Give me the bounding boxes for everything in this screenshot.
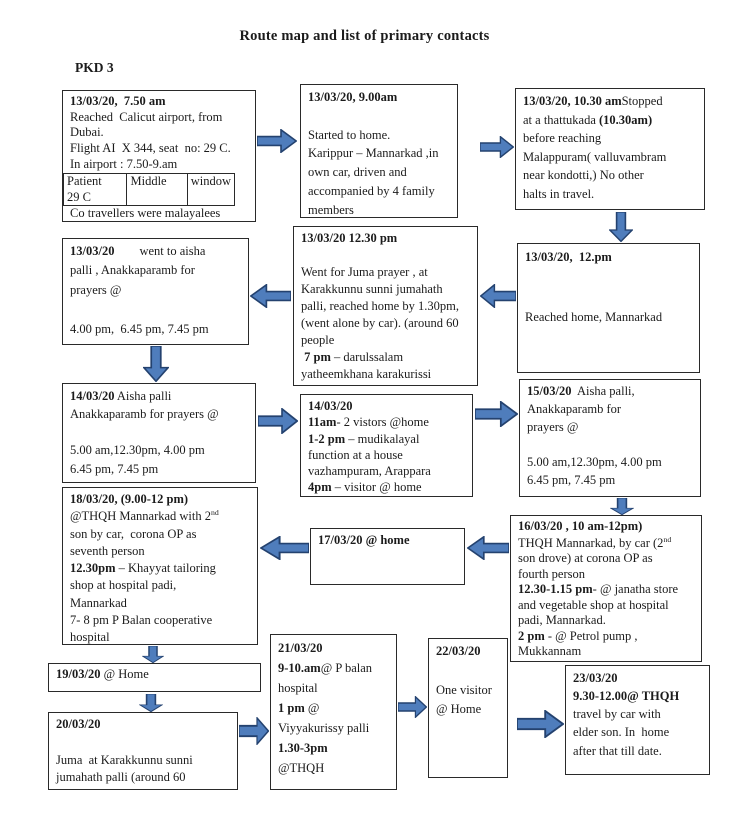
text-segment: 7 pm — [301, 350, 331, 364]
text-segment: Aisha palli — [114, 389, 172, 403]
text-line — [518, 613, 695, 629]
text-segment: Juma at Karakkunnu sunni — [56, 752, 193, 767]
patient-code-label: PKD 3 — [75, 60, 114, 75]
text-segment: son drove) at corona OP as — [518, 551, 653, 566]
text-line — [70, 125, 249, 141]
event-text — [278, 638, 390, 778]
event-footer-text: Co travellers were malayalees — [70, 206, 221, 221]
text-line — [518, 567, 695, 583]
text-segment: - @ janatha store — [592, 582, 679, 597]
text-segment: 6.45 pm, 7.45 pm — [527, 472, 616, 487]
text-line — [70, 577, 251, 594]
text-segment: 13/03/20 12.30 pm — [301, 231, 398, 245]
event-box-15mar-aisha-palli — [519, 379, 701, 497]
event-box-13mar-aisha-palli — [62, 238, 249, 345]
text-line — [56, 667, 254, 682]
text-line — [308, 398, 466, 414]
flow-arrow-right-16to17-icon — [517, 710, 564, 738]
text-line — [301, 349, 471, 366]
text-segment: near kondotti,) No other — [523, 168, 644, 182]
text-segment: 20/03/20 — [56, 717, 101, 731]
text-segment: hospital — [278, 681, 318, 695]
flow-arrow-left-12to11-icon — [467, 536, 509, 560]
event-text — [525, 247, 693, 327]
text-segment: son by car, corona OP as — [70, 526, 197, 541]
text-line — [301, 315, 471, 332]
table-row — [64, 174, 235, 206]
text-line — [301, 366, 471, 383]
text-line — [436, 700, 501, 719]
text-segment: 17/03/20 @ home — [318, 533, 410, 547]
flow-arrow-left-6to5-icon — [480, 284, 516, 308]
text-line — [70, 508, 251, 525]
flow-arrow-right-7to8-icon — [258, 408, 298, 434]
text-segment: before reaching — [523, 131, 602, 145]
text-line — [308, 144, 451, 163]
text-segment: padi, Mannarkad. — [518, 613, 606, 628]
text-segment: 15/03/20 — [527, 384, 572, 398]
text-line — [308, 463, 466, 479]
text-line — [301, 264, 471, 281]
flow-arrow-down-4to7-icon — [143, 346, 169, 382]
text-line — [70, 141, 249, 157]
text-segment: Karakkunnu sunni jumahath — [301, 282, 443, 296]
text-segment: after that till date. — [573, 743, 662, 758]
text-segment: 13/03/20 — [70, 244, 115, 258]
text-segment: Viyyakurissy palli — [278, 721, 370, 735]
text-segment: 21/03/20 — [278, 641, 323, 655]
event-text — [308, 88, 451, 219]
text-segment: nd — [663, 534, 672, 544]
text-line — [70, 242, 242, 261]
text-segment: travel by car with — [573, 707, 661, 722]
text-line — [573, 687, 703, 705]
event-box-13mar-started-home — [300, 84, 458, 218]
text-line — [70, 491, 251, 508]
text-line — [70, 300, 242, 319]
text-line — [525, 247, 693, 267]
text-line — [278, 638, 390, 658]
seat-cell-middle: Middle — [127, 174, 187, 206]
text-segment: 19/03/20 — [56, 667, 101, 681]
text-segment: shop at hospital padi, — [70, 578, 177, 593]
text-segment: - @ Petrol pump , — [544, 628, 638, 643]
text-line — [308, 431, 466, 447]
text-line — [525, 287, 693, 307]
text-line — [278, 698, 390, 718]
text-segment: fourth person — [518, 566, 585, 581]
text-segment: hospital — [70, 630, 110, 645]
event-text — [70, 94, 249, 172]
text-segment: One visitor — [436, 682, 492, 697]
event-text — [436, 642, 501, 720]
event-box-13mar-juma-prayer — [293, 226, 478, 386]
text-segment: at a thattukada — [523, 112, 600, 127]
text-segment: went to aisha — [114, 244, 206, 258]
event-text — [527, 383, 694, 490]
text-line — [278, 718, 390, 738]
text-segment: @ — [304, 701, 320, 715]
text-segment: people — [301, 333, 335, 347]
text-line — [525, 267, 693, 287]
text-line — [278, 658, 390, 678]
text-segment: and vegetable shop at hospital — [518, 597, 669, 612]
text-segment: prayers @ — [70, 282, 122, 297]
text-line — [518, 598, 695, 614]
text-line — [436, 681, 501, 700]
event-box-13mar-thattukada-stop — [515, 88, 705, 210]
text-line — [518, 644, 695, 660]
text-line — [56, 734, 231, 752]
flow-arrow-down-9to12-icon — [610, 498, 634, 515]
seat-cell-window: window — [187, 174, 234, 206]
event-box-19mar-home — [48, 663, 261, 692]
text-segment: nd — [211, 508, 219, 518]
cell-text: 29 C — [67, 189, 91, 204]
text-line — [525, 307, 693, 327]
text-line — [518, 629, 695, 645]
text-line — [70, 261, 242, 280]
text-line — [70, 423, 249, 441]
event-text — [308, 398, 466, 496]
text-segment: @THQH — [278, 761, 325, 775]
text-segment: palli , Anakkaparamb for — [70, 263, 195, 278]
flow-arrow-right-14to15-icon — [239, 717, 269, 745]
event-box-21mar-hospitals — [270, 634, 397, 790]
text-line — [301, 230, 471, 247]
text-segment: THQH Mannarkad, by car (2 — [518, 535, 664, 550]
text-line — [70, 460, 249, 478]
flow-arrow-down-10to13-icon — [142, 646, 164, 663]
text-segment: 13/03/20, 9.00am — [308, 90, 398, 104]
event-text — [70, 491, 251, 646]
text-segment: yatheemkhana karakurissi — [301, 367, 432, 381]
text-line — [278, 758, 390, 778]
text-segment: elder son. In home — [573, 725, 670, 740]
event-text — [301, 230, 471, 383]
text-segment: Karippur – Mannarkad ,in — [308, 146, 439, 161]
text-line — [70, 526, 251, 543]
text-line — [527, 472, 694, 490]
event-box-13mar-arrival — [62, 90, 256, 222]
text-line — [70, 110, 249, 126]
text-segment: halts in travel. — [523, 186, 595, 201]
event-box-18mar-thqh — [62, 487, 258, 645]
text-segment: - 2 vistors @home — [336, 415, 429, 430]
text-line — [573, 669, 703, 687]
text-line — [523, 166, 698, 185]
text-segment: 14/03/20 — [70, 389, 115, 403]
text-segment: members — [308, 202, 354, 217]
text-segment: jumahath palli (around 60 — [56, 770, 186, 785]
text-line — [527, 401, 694, 419]
text-segment: Malappuram( valluvambram — [523, 149, 667, 164]
flow-arrow-left-5to4-icon — [250, 284, 291, 308]
text-line — [278, 738, 390, 758]
text-segment: accompanied by 4 family — [308, 183, 435, 198]
flow-arrow-right-15to16-icon — [398, 696, 427, 718]
text-segment: – Khayyat tailoring — [115, 561, 216, 576]
text-segment: 11am — [308, 415, 337, 430]
text-segment: 22/03/20 — [436, 644, 481, 658]
text-segment: 4pm — [308, 480, 332, 495]
text-line — [278, 678, 390, 698]
text-line — [308, 88, 451, 107]
text-segment: 13/03/20, 7.50 am — [70, 94, 166, 108]
event-text — [70, 387, 249, 478]
text-segment: 4.00 pm, 6.45 pm, 7.45 pm — [70, 321, 209, 336]
text-segment: 12.30-1.15 pm — [518, 582, 593, 597]
event-text — [318, 532, 458, 548]
event-box-13mar-reached-home — [517, 243, 700, 373]
text-line — [70, 320, 242, 339]
text-line — [308, 447, 466, 463]
text-line — [301, 332, 471, 349]
text-segment: 13/03/20, 10.30 am — [523, 94, 622, 108]
text-segment: In airport : 7.50-9.am — [70, 156, 178, 171]
text-segment: Aisha palli, — [571, 384, 635, 398]
text-segment: Mukkannam — [518, 644, 582, 659]
flow-arrow-down-3to6-icon — [609, 212, 633, 242]
flow-arrow-left-11to10-icon — [260, 536, 309, 560]
text-line — [301, 281, 471, 298]
text-line — [523, 148, 698, 167]
flow-arrow-right-1to2-icon — [257, 129, 297, 153]
text-line — [518, 551, 695, 567]
event-text — [523, 92, 698, 203]
text-segment: Dubai. — [70, 125, 104, 140]
text-segment: @THQH Mannarkad with 2 — [70, 509, 211, 524]
text-line — [70, 612, 251, 629]
text-segment: Went for Juma prayer , at — [301, 265, 428, 279]
text-line — [308, 107, 451, 126]
event-box-23mar-thqh — [565, 665, 710, 775]
text-line — [56, 769, 231, 787]
text-segment: 12.30pm — [70, 561, 116, 576]
text-line — [318, 532, 458, 548]
text-segment: Started to home. — [308, 127, 391, 142]
page-title: Route map and list of primary contacts — [239, 28, 490, 44]
event-text — [573, 669, 703, 760]
text-line — [523, 185, 698, 204]
event-text — [56, 716, 231, 787]
text-segment: @ Home — [100, 667, 149, 681]
text-line — [308, 479, 466, 495]
text-line — [70, 94, 249, 110]
text-line — [523, 92, 698, 111]
text-line — [70, 595, 251, 612]
text-segment: 1-2 pm — [308, 431, 346, 446]
text-line — [70, 157, 249, 173]
text-segment: prayers @ — [527, 419, 579, 434]
text-line — [70, 387, 249, 405]
text-line — [308, 182, 451, 201]
text-segment: 14/03/20 — [308, 399, 353, 413]
text-segment: own car, driven and — [308, 165, 407, 179]
text-segment: 16/03/20 , 10 am-12pm) — [518, 519, 643, 533]
text-line — [70, 560, 251, 577]
text-line — [573, 742, 703, 760]
text-line — [527, 383, 694, 401]
event-box-22mar-visitor — [428, 638, 508, 778]
text-line — [527, 454, 694, 472]
text-segment: function at a house — [308, 447, 403, 462]
text-line — [70, 543, 251, 560]
text-segment: – darulssalam — [330, 350, 404, 364]
event-text — [70, 242, 242, 339]
text-segment: Flight AI X 344, seat no: 29 C. — [70, 140, 231, 155]
text-line — [518, 582, 695, 598]
event-box-16mar-thqh — [510, 515, 702, 662]
text-segment: 23/03/20 — [573, 671, 618, 685]
text-segment: Mannarkad — [70, 595, 127, 610]
text-segment: 5.00 am,12.30pm, 4.00 pm — [527, 455, 662, 469]
text-segment: 2 pm — [518, 628, 545, 643]
event-box-20mar-juma — [48, 712, 238, 790]
text-line — [436, 642, 501, 661]
text-segment: – mudikalayal — [345, 431, 420, 446]
text-line — [527, 436, 694, 454]
text-line — [573, 723, 703, 741]
text-segment: vazhampuram, Arappara — [308, 464, 431, 478]
text-line — [436, 661, 501, 680]
text-line — [308, 126, 451, 145]
text-segment: 7- 8 pm P Balan cooperative — [70, 612, 213, 627]
text-segment: 13/03/20, 12.pm — [525, 250, 612, 264]
text-line — [518, 535, 695, 552]
text-segment: Anakkaparamb for — [527, 401, 622, 416]
text-line — [301, 298, 471, 315]
text-line — [308, 163, 451, 182]
flow-arrow-right-2to3-icon — [480, 136, 514, 158]
event-text — [56, 667, 254, 682]
text-segment: 18/03/20, (9.00-12 pm) — [70, 492, 189, 506]
text-segment: 9.30-12.00@ THQH — [573, 689, 680, 704]
text-line — [527, 419, 694, 437]
text-line — [70, 405, 249, 423]
text-line — [523, 129, 698, 148]
seat-cell-patient — [64, 174, 127, 206]
text-line — [70, 441, 249, 459]
text-line — [518, 519, 695, 535]
text-segment: 6.45 pm, 7.45 pm — [70, 461, 159, 476]
text-segment: 5.00 am,12.30pm, 4.00 pm — [70, 443, 205, 458]
text-line — [70, 281, 242, 300]
text-line — [523, 111, 698, 130]
cell-text: Patient — [67, 174, 102, 189]
text-segment: Anakkaparamb for prayers @ — [70, 407, 219, 422]
text-segment: 1.30-3pm — [278, 741, 328, 755]
event-box-14mar-aisha-palli — [62, 383, 256, 483]
text-line — [301, 247, 471, 264]
flow-arrow-right-8to9-icon — [475, 401, 518, 427]
text-segment: Reached Calicut airport, from — [70, 109, 223, 124]
text-line — [56, 716, 231, 734]
text-segment: Stopped — [621, 94, 663, 108]
text-segment: (went alone by car). (around 60 — [301, 316, 459, 330]
text-segment: palli, reached home by 1.30pm, — [301, 299, 459, 313]
event-box-17mar-home — [310, 528, 465, 585]
event-text — [518, 519, 695, 660]
flow-arrow-down-13to14-icon — [139, 694, 163, 712]
text-segment: @ P balan — [320, 661, 373, 675]
text-line — [308, 414, 466, 430]
text-segment: 1 pm — [278, 701, 305, 715]
text-line — [573, 705, 703, 723]
text-line — [70, 629, 251, 646]
text-segment: (10.30am) — [599, 112, 653, 127]
text-segment: Reached home, Mannarkad — [525, 310, 663, 324]
flight-seat-table — [63, 173, 235, 206]
event-box-14mar-visitors — [300, 394, 473, 497]
text-segment: – visitor @ home — [331, 480, 422, 495]
text-segment: seventh person — [70, 543, 145, 558]
text-line — [56, 752, 231, 770]
text-segment: @ Home — [436, 702, 482, 717]
text-segment: 9-10.am — [278, 661, 321, 675]
text-line — [308, 201, 451, 220]
